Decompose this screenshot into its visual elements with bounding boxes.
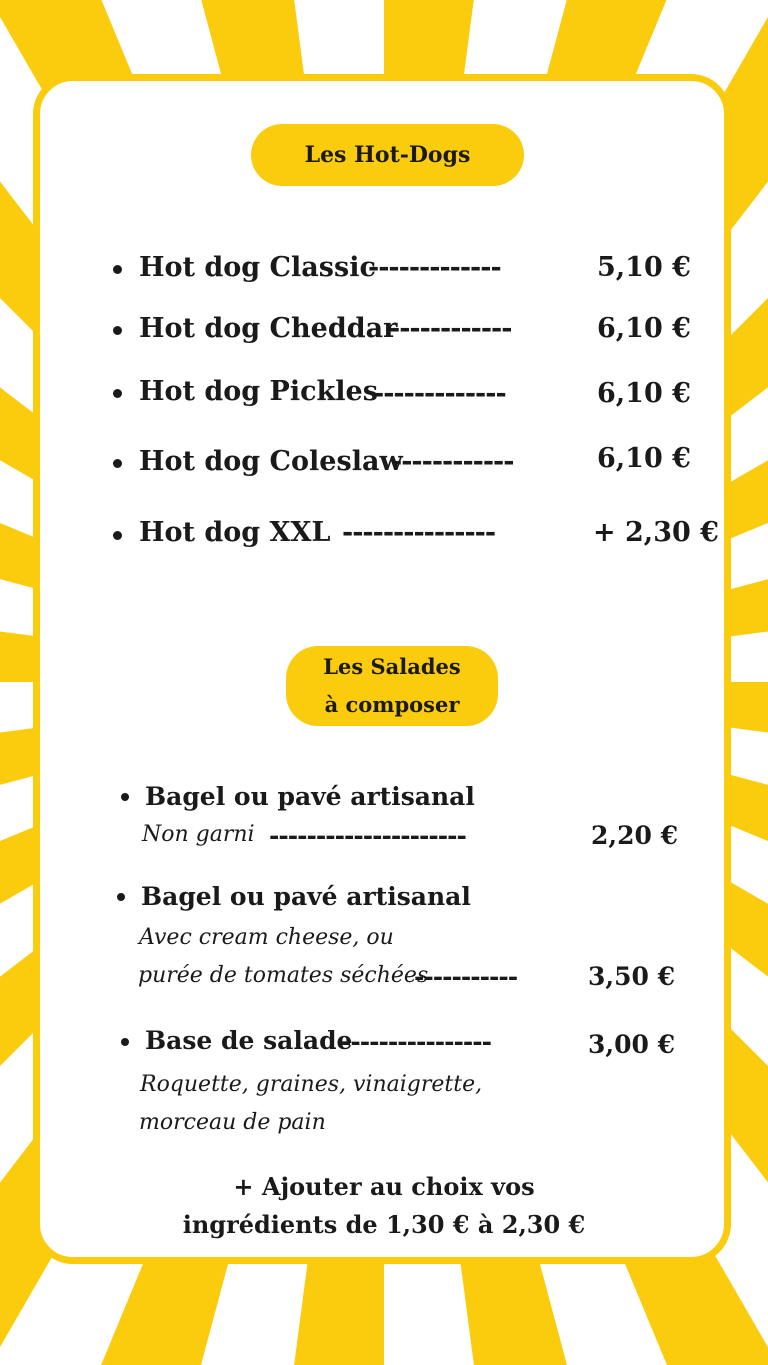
bullet-icon bbox=[117, 893, 125, 901]
item-description: purée de tomates séchées bbox=[138, 963, 429, 988]
item-price: + 2,30 € bbox=[593, 517, 719, 548]
item-description: morceau de pain bbox=[139, 1110, 326, 1135]
item-price: 3,50 € bbox=[588, 962, 675, 991]
leader-dashes: ------------- bbox=[373, 378, 506, 409]
leader-dashes: ------------- bbox=[368, 252, 501, 283]
item-name: Bagel ou pavé artisanal bbox=[145, 782, 475, 811]
leader-dashes: ------------ bbox=[389, 313, 512, 344]
item-name: Base de salade bbox=[145, 1026, 353, 1055]
leader-dashes: ----------- bbox=[414, 962, 518, 991]
bullet-icon bbox=[113, 389, 122, 398]
section-title-salads bbox=[286, 646, 498, 726]
bullet-icon bbox=[113, 531, 122, 540]
item-price: 6,10 € bbox=[597, 313, 691, 344]
leader-dashes: ------------ bbox=[391, 446, 514, 477]
section-title-line: à composer bbox=[324, 692, 460, 717]
bullet-icon bbox=[121, 1038, 129, 1046]
leader-dashes: --------------------- bbox=[269, 821, 466, 850]
bullet-icon bbox=[113, 326, 122, 335]
extras-note-line: + Ajouter au choix vos bbox=[233, 1172, 535, 1201]
extras-note-line: ingrédients de 1,30 € à 2,30 € bbox=[182, 1210, 586, 1239]
item-name: Hot dog Coleslaw bbox=[139, 446, 403, 477]
leader-dashes: ---------------- bbox=[341, 1027, 492, 1056]
bullet-icon bbox=[113, 265, 122, 274]
item-name: Hot dog XXL bbox=[139, 517, 331, 548]
bullet-icon bbox=[121, 793, 129, 801]
item-price: 2,20 € bbox=[591, 821, 678, 850]
bullet-icon bbox=[113, 459, 122, 468]
item-name: Bagel ou pavé artisanal bbox=[141, 882, 471, 911]
item-price: 6,10 € bbox=[597, 378, 691, 409]
item-name: Hot dog Classic bbox=[139, 252, 376, 283]
item-description: Roquette, graines, vinaigrette, bbox=[140, 1072, 483, 1097]
item-name: Hot dog Cheddar bbox=[139, 313, 398, 344]
item-price: 5,10 € bbox=[597, 252, 691, 283]
item-price: 3,00 € bbox=[588, 1030, 675, 1059]
item-description: Non garni bbox=[142, 822, 255, 847]
item-description: Avec cream cheese, ou bbox=[139, 925, 394, 950]
leader-dashes: --------------- bbox=[342, 517, 496, 548]
section-title-hotdogs: Les Hot-Dogs bbox=[251, 124, 524, 186]
item-name: Hot dog Pickles bbox=[139, 376, 378, 407]
section-title-line: Les Salades bbox=[323, 654, 461, 679]
item-price: 6,10 € bbox=[597, 443, 691, 474]
